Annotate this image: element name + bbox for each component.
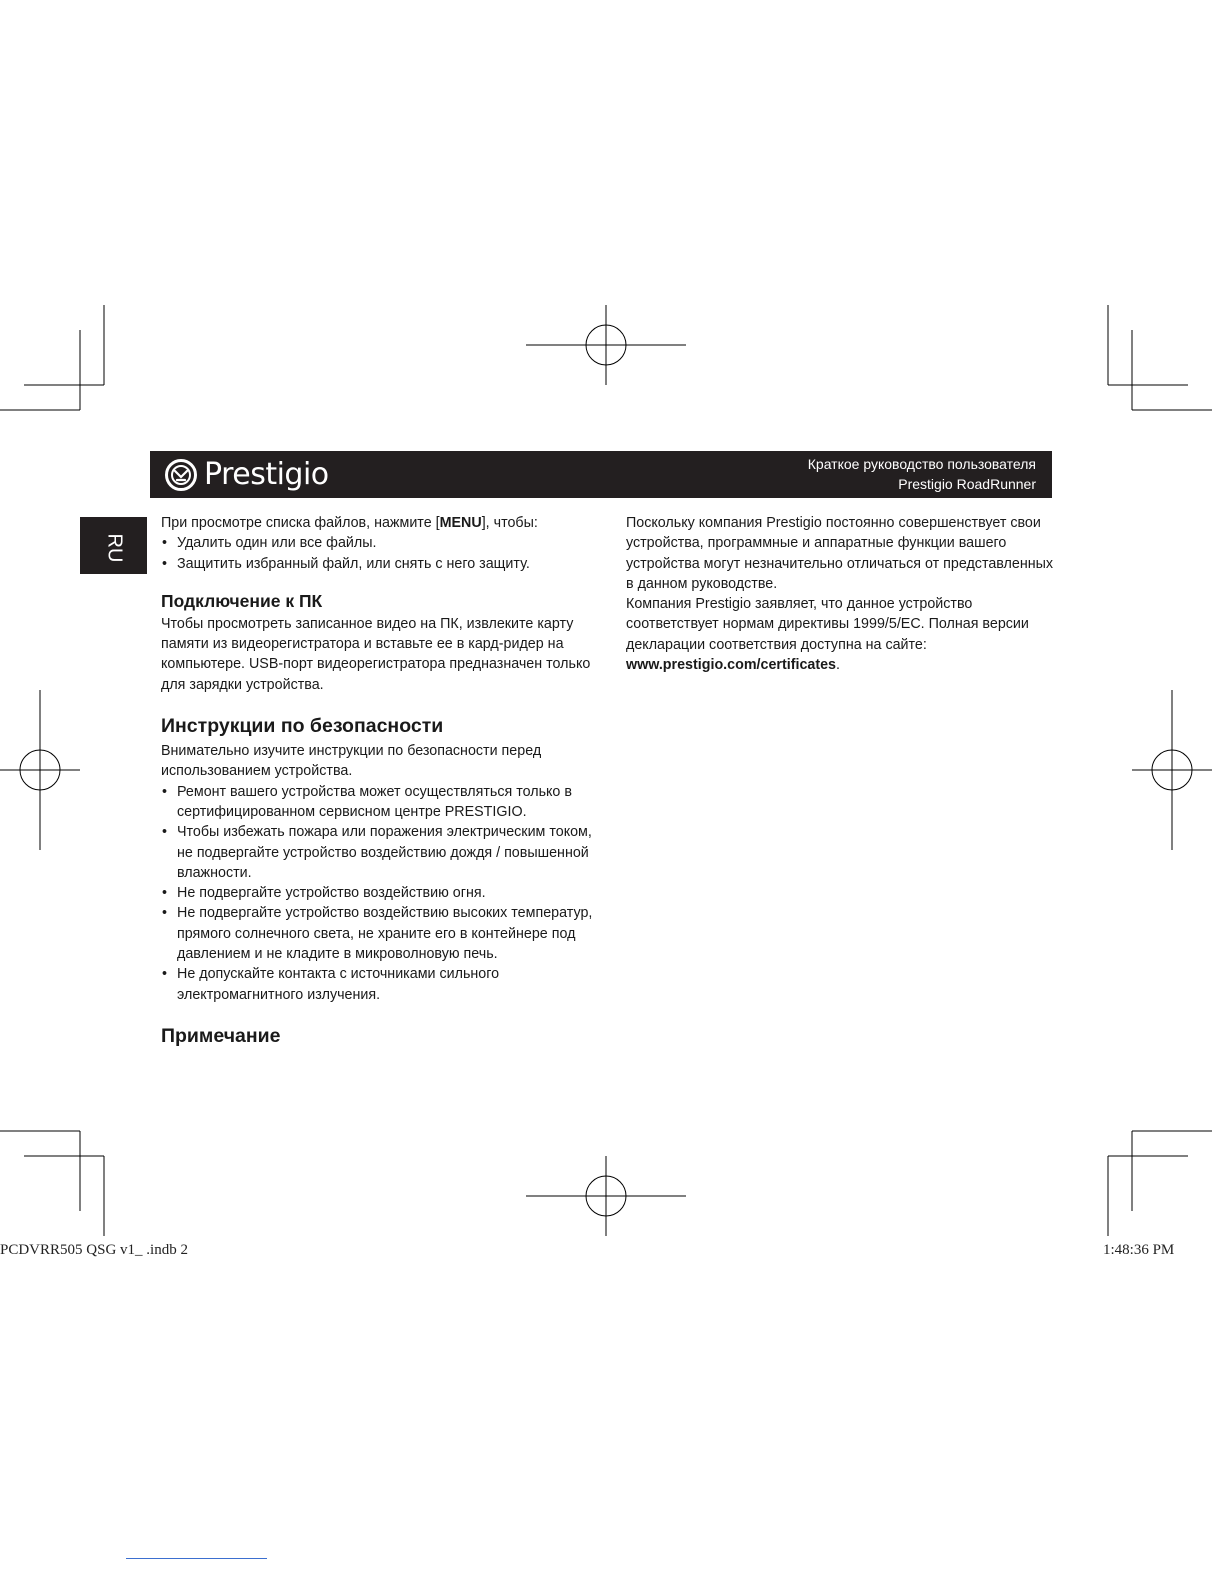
list-item: • Чтобы избежать пожара или поражения электрическим током, не подвергайте устройство воздействию дождя / повышенной влажности.: [161, 822, 601, 883]
list-item: • Не подвергайте устройство воздействию огня.: [161, 883, 601, 903]
brand-logo: [164, 456, 329, 493]
intro-prefix: При просмотре списка файлов, нажмите [: [161, 515, 440, 531]
list-item: • Не подвергайте устройство воздействию высоких температур, прямого солнечного света, не храните его в контейнере под давлением и не кладите в микроволновую печь.: [161, 903, 601, 964]
intro-list: [161, 533, 601, 574]
certificates-link[interactable]: www.prestigio.com/certificates: [626, 657, 837, 674]
menu-key: MENU: [439, 515, 482, 531]
link-suffix: .: [836, 657, 840, 674]
certificates-line: [626, 655, 1056, 675]
language-tab: [80, 517, 147, 574]
list-item: • Ремонт вашего устройства может осуществляться только в сертифицированном сервисном центре PRESTIGIO.: [161, 782, 601, 823]
pc-connection-text: Чтобы просмотреть записанное видео на ПК, извлеките карту памяти из видеорегистратора и вставьте ее в кард-ридер на компьютере. USB-порт видеорегистратора предназначен только для зарядки устройства.: [161, 615, 591, 693]
right-column: [626, 513, 1056, 675]
intro-text: [161, 513, 601, 533]
disclaimer-text: Поскольку компания Prestigio постоянно совершенствует свои устройства, программные и аппаратные функции вашего устройства могут незначительно отличаться от представленных в данном руководстве.: [626, 515, 1054, 592]
declaration-text: Компания Prestigio заявляет, что данное устройство соответствует нормам директивы 1999/5/EC. Полная версии декларации соответствия доступна на сайте:: [626, 596, 1029, 653]
safety-intro: Внимательно изучите инструкции по безопасности перед использованием устройства.: [161, 743, 542, 780]
left-column: [161, 513, 601, 1048]
pc-connection-heading: Подключение к ПК: [161, 590, 323, 611]
intro-suffix: ], чтобы:: [481, 515, 538, 531]
slug-filename: PCDVRR505 QSG v1_ .indb 2: [0, 1242, 188, 1258]
header-bar: [150, 451, 1052, 498]
brand-name: Prestigio: [204, 457, 329, 492]
list-item: • Защитить избранный файл, или снять с него защиту.: [161, 554, 601, 574]
note-heading: Примечание: [161, 1024, 281, 1047]
safety-heading: Инструкции по безопасности: [161, 715, 444, 738]
document-title-line1: Краткое руководство пользователя: [807, 456, 1036, 472]
safety-list: [161, 782, 601, 1005]
slug-time: 1:48:36 PM: [1103, 1242, 1175, 1258]
list-item: • Удалить один или все файлы.: [161, 533, 601, 553]
list-item: • Не допускайте контакта с источниками сильного электромагнитного излучения.: [161, 964, 601, 1005]
language-code: RU: [103, 533, 126, 563]
document-title: [808, 454, 1036, 494]
bottom-rule: [126, 1558, 267, 1559]
prestigio-emblem-icon: [164, 458, 198, 492]
document-title-line2: Prestigio RoadRunner: [898, 476, 1036, 492]
